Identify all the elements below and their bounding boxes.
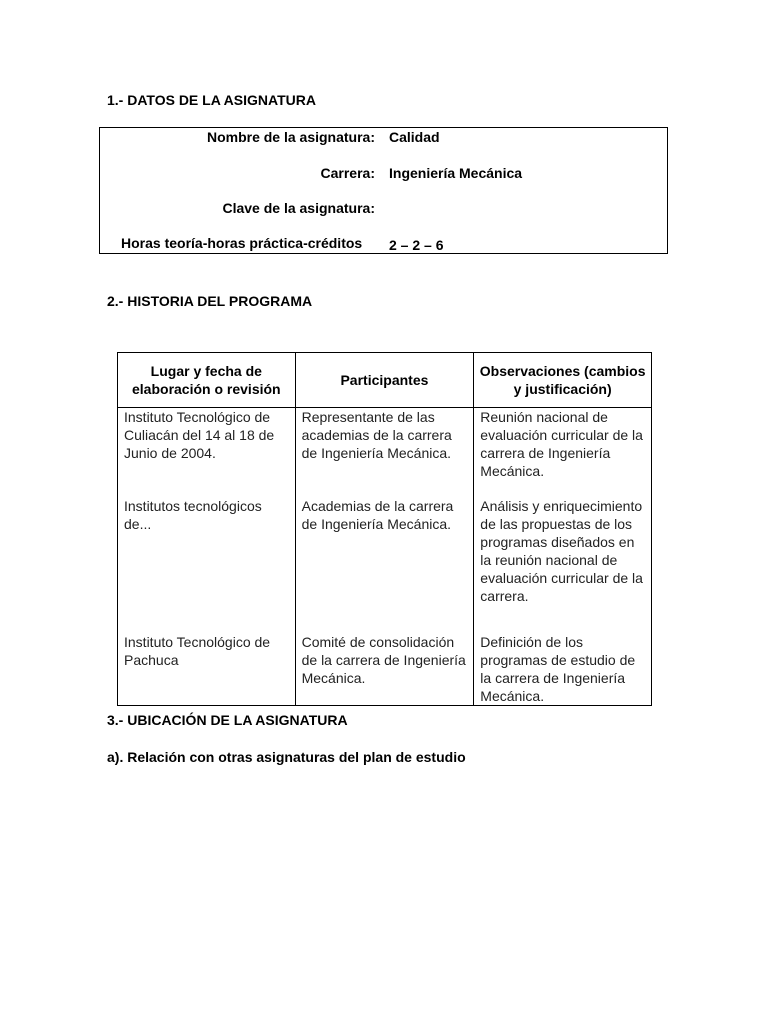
historia-table xyxy=(117,352,652,706)
section-2-title: 2.- HISTORIA DEL PROGRAMA xyxy=(107,293,313,309)
cell-participantes: Academias de la carrera de Ingeniería Mecánica. xyxy=(295,497,474,633)
cell-participantes: Comité de consolidación de la carrera de Ingeniería Mecánica. xyxy=(295,633,474,706)
datos-label: Clave de la asignatura: xyxy=(222,200,375,216)
cell-participantes: Representante de las academias de la carrera de Ingeniería Mecánica. xyxy=(295,408,474,498)
cell-observaciones: Definición de los programas de estudio de la carrera de Ingeniería Mecánica. xyxy=(474,633,652,706)
section-1-title: 1.- DATOS DE LA ASIGNATURA xyxy=(107,92,316,108)
datos-row-horas xyxy=(100,235,667,255)
datos-row-nombre xyxy=(100,129,667,149)
cell-lugar: Instituto Tecnológico de Pachuca xyxy=(118,633,296,706)
datos-value: 2 – 2 – 6 xyxy=(389,237,444,253)
datos-value: Ingeniería Mecánica xyxy=(389,165,523,181)
section-3-subtitle: a). Relación con otras asignaturas del plan de estudio xyxy=(107,749,466,765)
datos-label: Carrera: xyxy=(320,165,375,181)
datos-label: Nombre de la asignatura: xyxy=(206,129,375,145)
table-row xyxy=(118,633,652,706)
table-header-row xyxy=(118,353,652,408)
datos-row-clave xyxy=(100,200,667,220)
header-observaciones: Observaciones (cambios y justificación) xyxy=(474,353,652,408)
table-row xyxy=(118,497,652,633)
cell-lugar: Institutos tecnológicos de... xyxy=(118,497,296,633)
section-3-title: 3.- UBICACIÓN DE LA ASIGNATURA xyxy=(107,712,348,728)
header-participantes: Participantes xyxy=(295,353,474,408)
datos-asignatura-box xyxy=(99,127,668,254)
table-row xyxy=(118,408,652,498)
cell-lugar: Instituto Tecnológico de Culiacán del 14 al 18 de Junio de 2004. xyxy=(118,408,296,498)
cell-observaciones: Reunión nacional de evaluación curricular de la carrera de Ingeniería Mecánica. xyxy=(474,408,652,498)
cell-observaciones: Análisis y enriquecimiento de las propuestas de los programas diseñados en la reunión nacional de evaluación curricular de la carrera. xyxy=(474,497,652,633)
datos-value: Calidad xyxy=(389,129,440,145)
datos-label: Horas teoría-horas práctica-créditos xyxy=(121,235,363,251)
header-lugar: Lugar y fecha de elaboración o revisión xyxy=(118,353,296,408)
datos-row-carrera xyxy=(100,165,667,185)
